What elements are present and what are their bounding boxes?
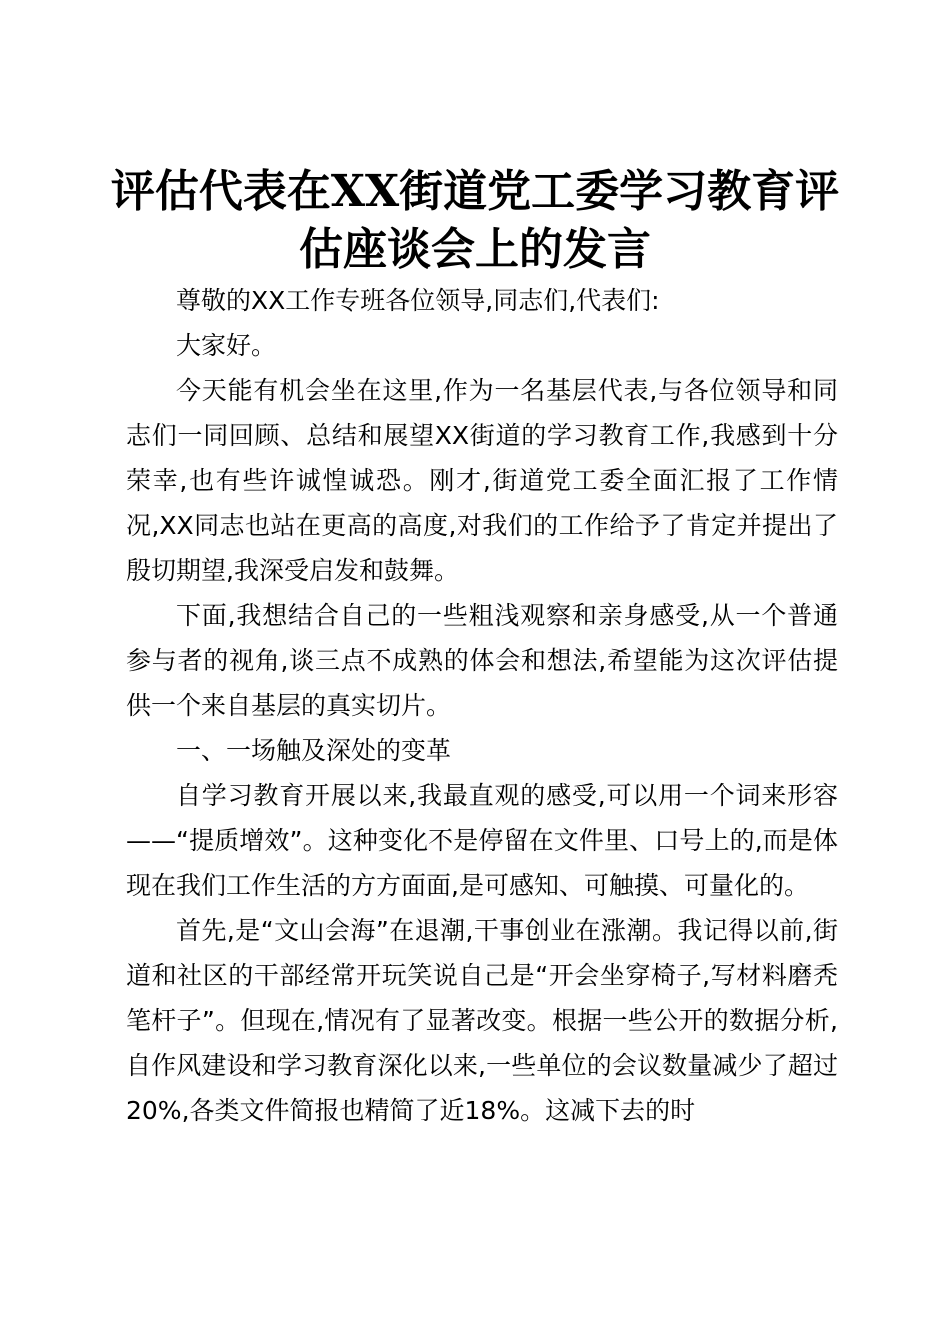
- document-title: 评估代表在XX街道党工委学习教育评估座谈会上的发言: [110, 166, 840, 275]
- salutation: 尊敬的XX工作专班各位领导,同志们,代表们:: [176, 286, 660, 315]
- body-paragraph: 自学习教育开展以来,我最直观的感受,可以用一个词来形容——“提质增效”。这种变化不是停留在文件里、口号上的,而是体现在我们工作生活的方方面面,是可感知、可触摸、可量化的。: [126, 781, 838, 900]
- body-paragraph: 首先,是“文山会海”在退潮,干事创业在涨潮。我记得以前,街道和社区的干部经常开玩笑说自己是“开会坐穿椅子,写材料磨秃笔杆子”。但现在,情况有了显著改变。根据一些公开的数据分析,自作风建设和学习教育深化以来,一些单位的会议数量减少了超过20%,各类文件简报也精简了近18%。这减下去的时: [126, 916, 838, 1125]
- section-heading: 一、一场触及深处的变革: [176, 736, 452, 765]
- greeting: 大家好。: [176, 331, 277, 360]
- opening-paragraph: 今天能有机会坐在这里,作为一名基层代表,与各位领导和同志们一同回顾、总结和展望XX街道的学习教育工作,我感到十分荣幸,也有些许诚惶诚恐。刚才,街道党工委全面汇报了工作情况,XX同志也站在更高的高度,对我们的工作给予了肯定并提出了殷切期望,我深受启发和鼓舞。: [126, 376, 838, 585]
- intro-paragraph: 下面,我想结合自己的一些粗浅观察和亲身感受,从一个普通参与者的视角,谈三点不成熟的体会和想法,希望能为这次评估提供一个来自基层的真实切片。: [126, 601, 838, 720]
- document-body: [126, 278, 838, 1133]
